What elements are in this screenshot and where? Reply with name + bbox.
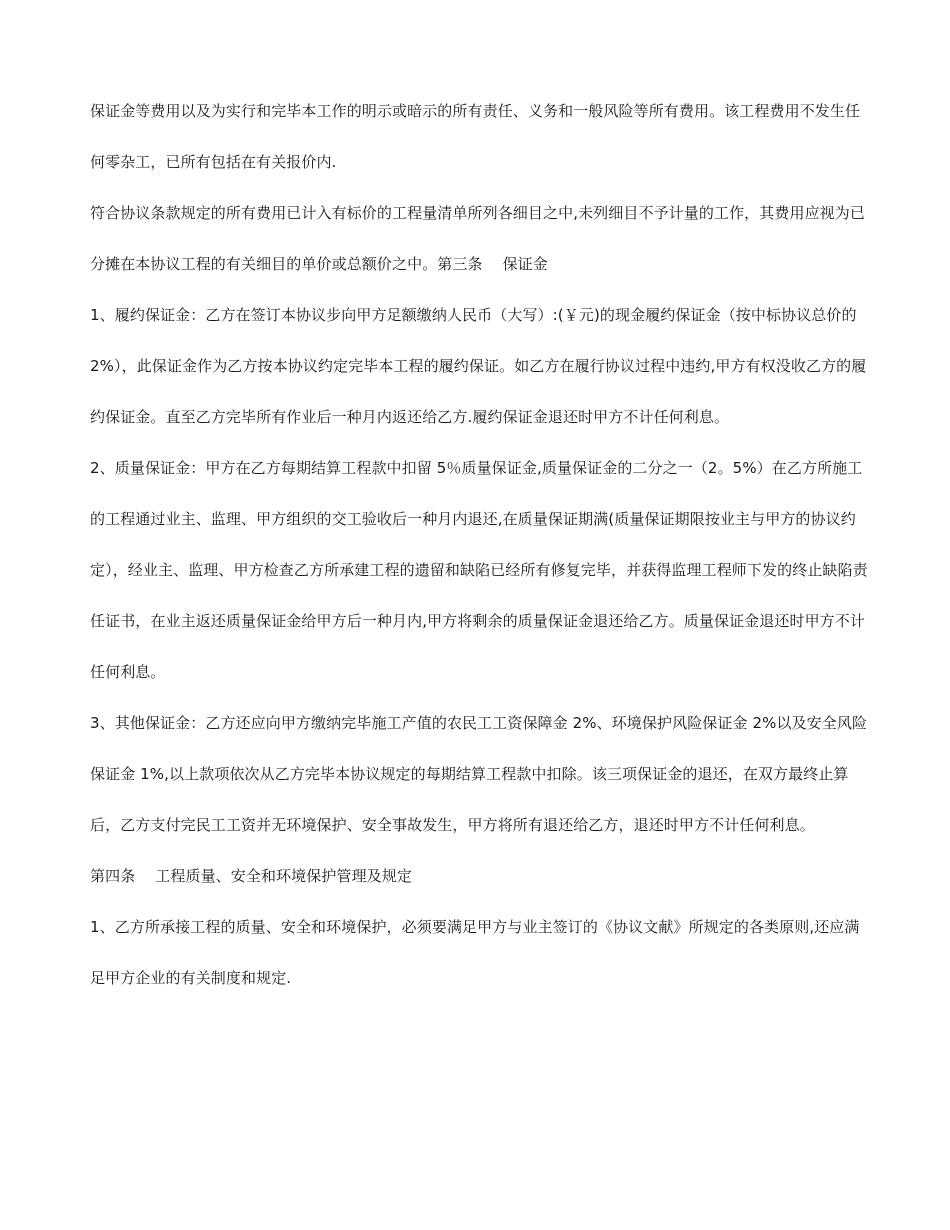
paragraph-fees-allocation: 符合协议条款规定的所有费用已计入有标价的工程量清单所列各细目之中,未列细目不予计量的工作，其费用应视为已分摊在本协议工程的有关细目的单价或总额价之中。第三条 保证金 (90, 204, 865, 273)
paragraph-quality-safety-environment: 1、乙方所承接工程的质量、安全和环境保护，必须要满足甲方与业主签订的《协议文献》所规定的各类原则,还应满足甲方企业的有关制度和规定. (90, 918, 860, 987)
section-heading-article-4: 第四条 工程质量、安全和环境保护管理及规定 (90, 867, 412, 885)
paragraph-quality-bond: 2、质量保证金：甲方在乙方每期结算工程款中扣留 5％质量保证金,质量保证金的二分之一（2。5%）在乙方所施工的工程通过业主、监理、甲方组织的交工验收后一种月内退还,在质量保证期满(质量保证期限按业主与甲方的协议约定），经业主、监理、甲方检查乙方所承建工程的遗留和缺陷已经所有修复完毕，并获得监理工程师下发的终止缺陷责任证书，在业主返还质量保证金给甲方后一种月内,甲方将剩余的质量保证金退还给乙方。质量保证金退还时甲方不计任何利息。 (90, 459, 868, 681)
paragraph-fees-scope: 保证金等费用以及为实行和完毕本工作的明示或暗示的所有责任、义务和一般风险等所有费用。该工程费用不发生任何零杂工，已所有包括在有关报价内. (90, 102, 861, 171)
paragraph-other-bonds: 3、其他保证金：乙方还应向甲方缴纳完毕施工产值的农民工工资保障金 2%、环境保护风险保证金 2%以及安全风险保证金 1%,以上款项依次从乙方完毕本协议规定的每期结算工程款中扣除。该三项保证金的退还，在双方最终止算后，乙方支付完民工工资并无环境保护、安全事故发生，甲方将所有退还给乙方，退还时甲方不计任何利息。 (90, 714, 868, 834)
paragraph-performance-bond: 1、履约保证金：乙方在签订本协议步向甲方足额缴纳人民币（大写）:(￥元)的现金履约保证金（按中标协议总价的 2%），此保证金作为乙方按本协议约定完毕本工程的履约保证。如乙方在履行协议过程中违约,甲方有权没收乙方的履约保证金。直至乙方完毕所有作业后一种月内返还给乙方.履约保证金退还时甲方不计任何利息。 (90, 306, 867, 426)
